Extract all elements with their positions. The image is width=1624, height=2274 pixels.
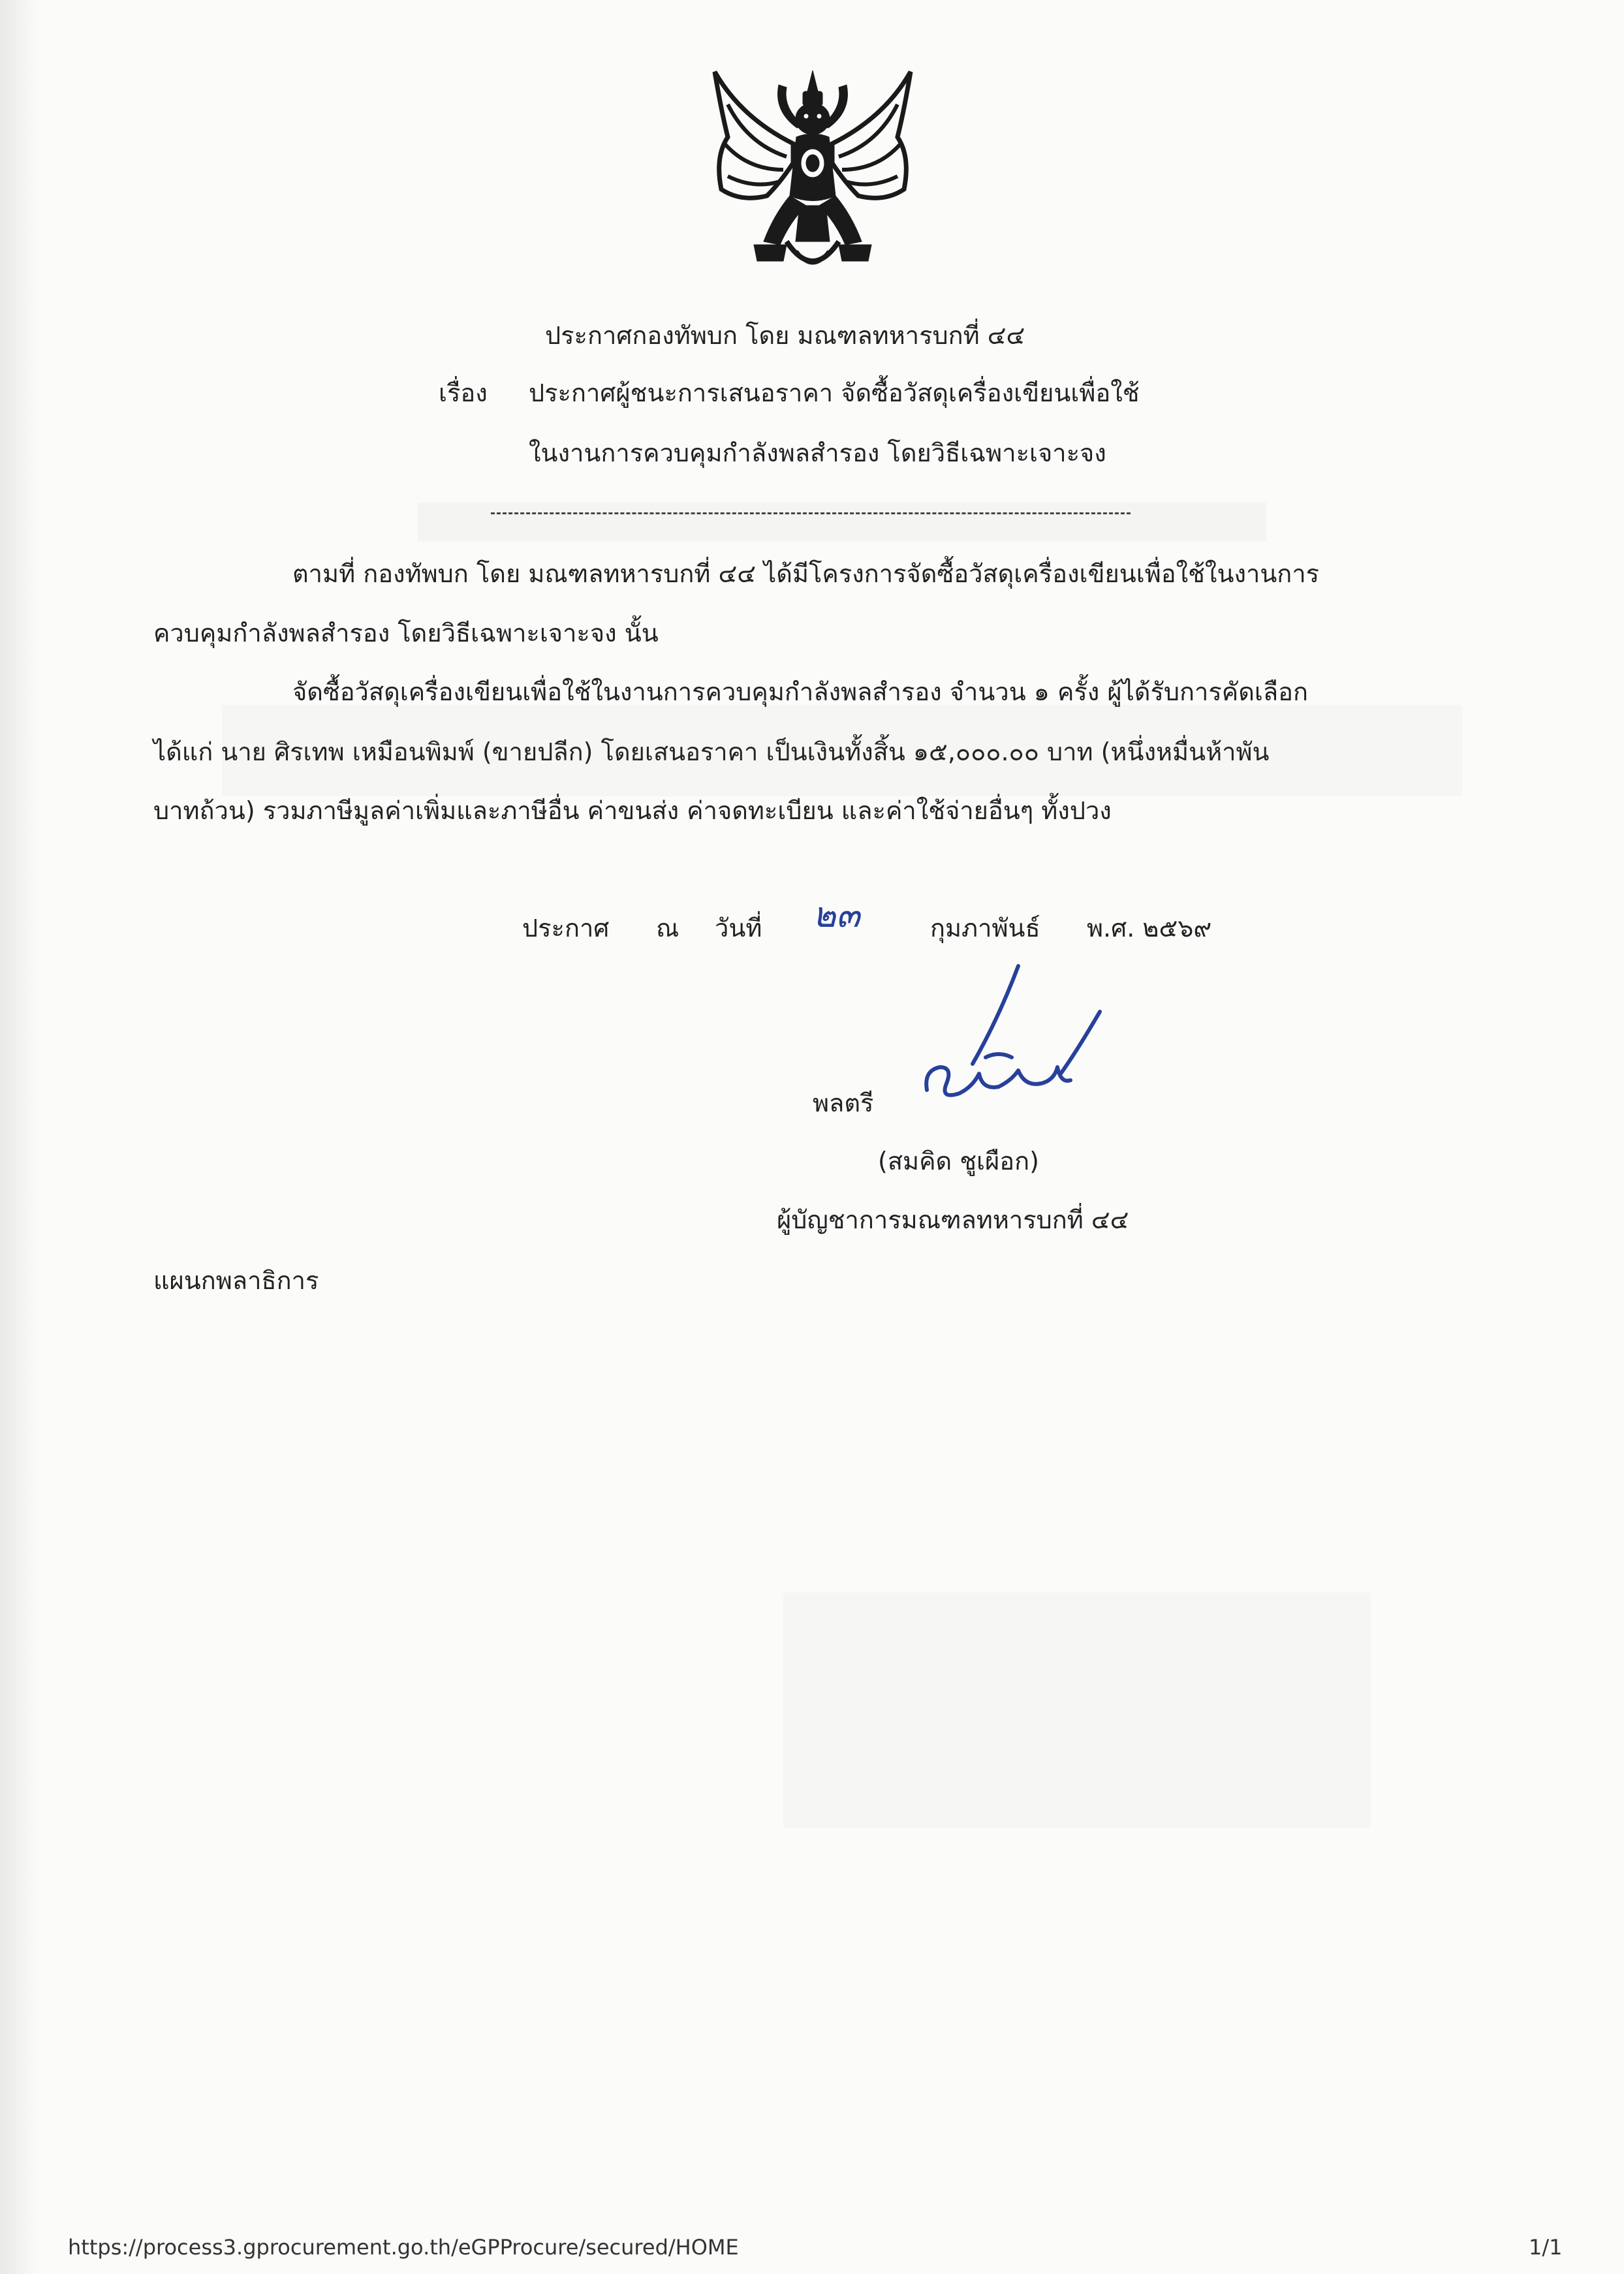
- handwritten-day: ๒๓: [813, 894, 860, 935]
- signer-position: ผู้บัญชาการมณฑลทหารบกที่ ๔๔: [777, 1206, 1129, 1234]
- subject-line-1: ประกาศผู้ชนะการเสนอราคา จัดซื้อวัสดุเครื่องเขียนเพื่อใช้: [529, 379, 1140, 407]
- announce-month: กุมภาพันธ์: [930, 914, 1040, 942]
- announce-at: ณ: [656, 914, 679, 942]
- paragraph-1-line-2: ควบคุมกำลังพลสำรอง โดยวิธีเฉพาะเจาะจง นั้น: [153, 619, 659, 647]
- announcement-title: ประกาศกองทัพบก โดย มณฑลทหารบกที่ ๔๔: [545, 321, 1025, 350]
- garuda-emblem-icon: [702, 65, 924, 287]
- subject-label: เรื่อง: [439, 379, 488, 407]
- announce-date-label: วันที่: [715, 914, 762, 942]
- signer-name: (สมคิด ชูเผือก): [878, 1147, 1039, 1176]
- announce-label: ประกาศ: [522, 914, 610, 942]
- paragraph-2-line-3: บาทถ้วน) รวมภาษีมูลค่าเพิ่มและภาษีอื่น ค่าขนส่ง ค่าจดทะเบียน และค่าใช้จ่ายอื่นๆ ทั้งปวง: [153, 796, 1112, 825]
- bleed-through-mark: [783, 1593, 1371, 1828]
- footer-page-number: 1/1: [1529, 2235, 1563, 2260]
- scan-shadow: [0, 0, 39, 2274]
- department-label: แผนกพลาธิการ: [153, 1266, 319, 1295]
- paragraph-2-line-1: จัดซื้อวัสดุเครื่องเขียนเพื่อใช้ในงานการควบคุมกำลังพลสำรอง จำนวน ๑ ครั้ง ผู้ได้รับการคัดเลือก: [292, 678, 1308, 706]
- paragraph-2-line-2: ได้แก่ นาย ศิรเทพ เหมือนพิมพ์ (ขายปลีก) โดยเสนอราคา เป็นเงินทั้งสิ้น ๑๕,๐๐๐.๐๐ บาท (หนึ่งหมื่นห้าพัน: [153, 738, 1270, 766]
- signer-rank: พลตรี: [813, 1089, 874, 1117]
- bleed-through-mark: [222, 705, 1462, 796]
- paragraph-1-line-1: ตามที่ กองทัพบก โดย มณฑลทหารบกที่ ๔๔ ได้มีโครงการจัดซื้อวัสดุเครื่องเขียนเพื่อใช้ในงานการ: [292, 559, 1320, 588]
- footer-url: https://process3.gprocurement.go.th/eGPProcure/secured/HOME: [68, 2235, 739, 2260]
- bleed-through-mark: [418, 503, 1266, 542]
- subject-line-2: ในงานการควบคุมกำลังพลสำรอง โดยวิธีเฉพาะเจาะจง: [529, 439, 1106, 467]
- announce-year: พ.ศ. ๒๕๖๙: [1087, 914, 1212, 942]
- handwritten-signature: [920, 959, 1110, 1123]
